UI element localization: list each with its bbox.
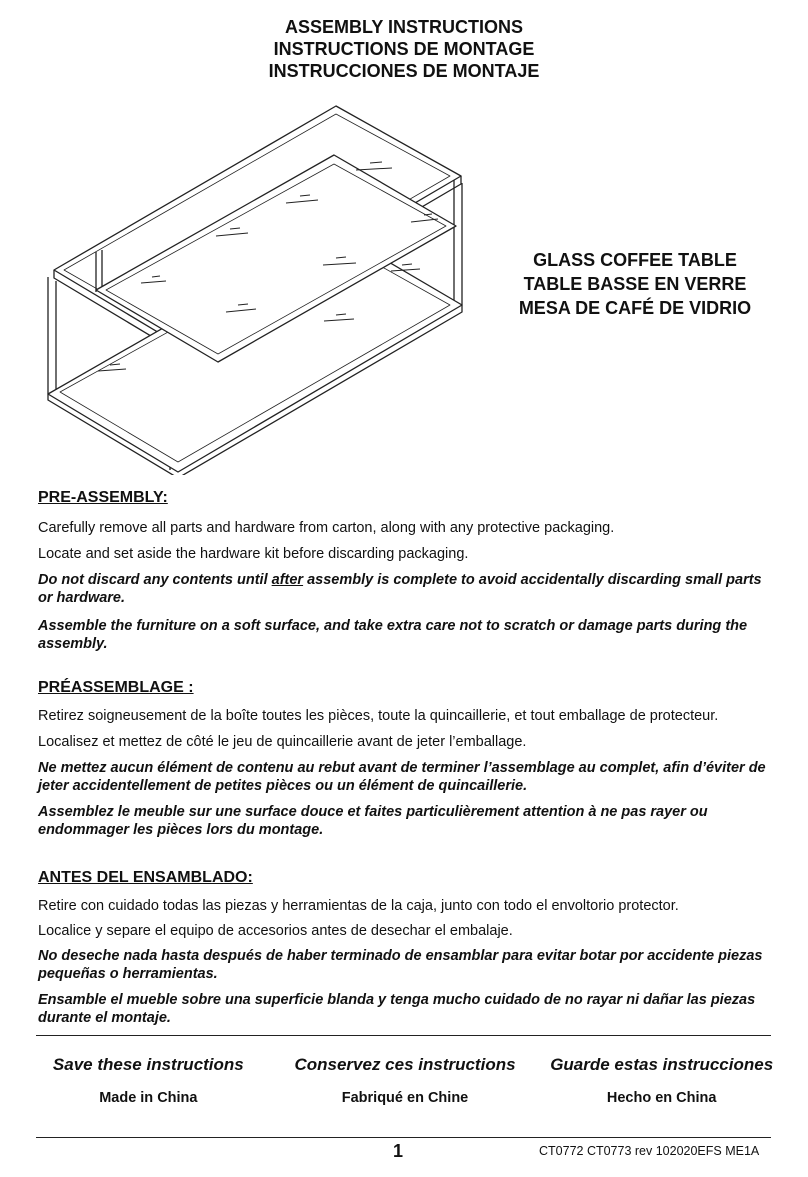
made-in-spanish: Hecho en China <box>606 1090 717 1106</box>
document-title-block <box>0 16 808 82</box>
footer-divider-top <box>36 1035 771 1036</box>
preassemblage-heading: PRÉASSEMBLAGE : <box>38 679 194 696</box>
product-name-french: TABLE BASSE EN VERRE <box>523 274 747 294</box>
warning-emphasis: after <box>271 572 304 588</box>
pre-assembly-step-1: Carefully remove all parts and hardware from carton, along with any protective packaging. <box>38 520 615 536</box>
preassemblage-step-1: Retirez soigneusement de la boîte toutes les pièces, toute la quincaillerie, et tout emballage de protecteur. <box>38 708 719 724</box>
preassemblage-warning-1: Ne mettez aucun élément de contenu au rebut avant de terminer l’assemblage au complet, afin d’éviter de jeter accidentellement de petites pièces ou un élément de quincaillerie. <box>38 760 766 794</box>
save-instructions-spanish: Guarde estas instrucciones <box>550 1055 774 1074</box>
save-instructions-row <box>20 1055 790 1075</box>
coffee-table-illustration <box>36 100 476 475</box>
document-code: CT0772 CT0773 rev 102020EFS ME1A <box>539 1144 760 1158</box>
antes-warning-2: Ensamble el mueble sobre una superficie blanda y tenga mucho cuidado de no rayar ni dañar las piezas durante el montaje. <box>38 992 756 1026</box>
product-title-block <box>500 248 770 320</box>
footer-divider-bottom <box>36 1137 771 1138</box>
made-in-french: Fabriqué en Chine <box>341 1090 469 1106</box>
title-french: INSTRUCTIONS DE MONTAGE <box>273 39 535 59</box>
save-instructions-english: Save these instructions <box>52 1055 244 1074</box>
product-name-spanish: MESA DE CAFÉ DE VIDRIO <box>518 298 752 318</box>
pre-assembly-warning-1 <box>38 571 768 607</box>
antes-step-2: Localice y separe el equipo de accesorios antes de desechar el embalaje. <box>38 923 513 939</box>
antes-warning-1: No deseche nada hasta después de haber terminado de ensamblar para evitar botar por accidente piezas pequeñas o herramientas. <box>38 948 763 982</box>
preassemblage-warning-2: Assemblez le meuble sur une surface douce et faites particulièrement attention à ne pas rayer ou endommager les pièces lors du montage. <box>38 804 708 838</box>
made-in-english: Made in China <box>99 1090 198 1106</box>
pre-assembly-section <box>38 488 768 653</box>
back-right-leg <box>454 180 462 305</box>
warning-text-start: Do not discard any contents until <box>38 572 272 588</box>
antes-step-1: Retire con cuidado todas las piezas y herramientas de la caja, junto con todo el envoltorio protector. <box>38 898 679 914</box>
warning-text-end: assembly is complete to avoid accidentally discarding small parts or hardware. <box>38 572 762 606</box>
title-spanish: INSTRUCCIONES DE MONTAJE <box>268 61 540 81</box>
pre-assembly-heading: PRE-ASSEMBLY: <box>38 489 168 506</box>
preassemblage-step-2: Localisez et mettez de côté le jeu de quincaillerie avant de jeter l’emballage. <box>38 734 527 750</box>
front-left-leg <box>48 277 56 396</box>
save-instructions-french: Conservez ces instructions <box>294 1055 516 1074</box>
page-number: 1 <box>393 1141 404 1161</box>
pre-assembly-step-2: Locate and set aside the hardware kit before discarding packaging. <box>38 546 469 562</box>
antes-section <box>38 868 768 1027</box>
title-english: ASSEMBLY INSTRUCTIONS <box>284 17 524 37</box>
preassemblage-section <box>38 678 768 839</box>
antes-heading: ANTES DEL ENSAMBLADO: <box>38 869 253 886</box>
pre-assembly-warning-2: Assemble the furniture on a soft surface, and take extra care not to scratch or damage parts during the assembly. <box>38 618 748 652</box>
product-name-english: GLASS COFFEE TABLE <box>533 250 737 270</box>
origin-row <box>20 1090 790 1106</box>
